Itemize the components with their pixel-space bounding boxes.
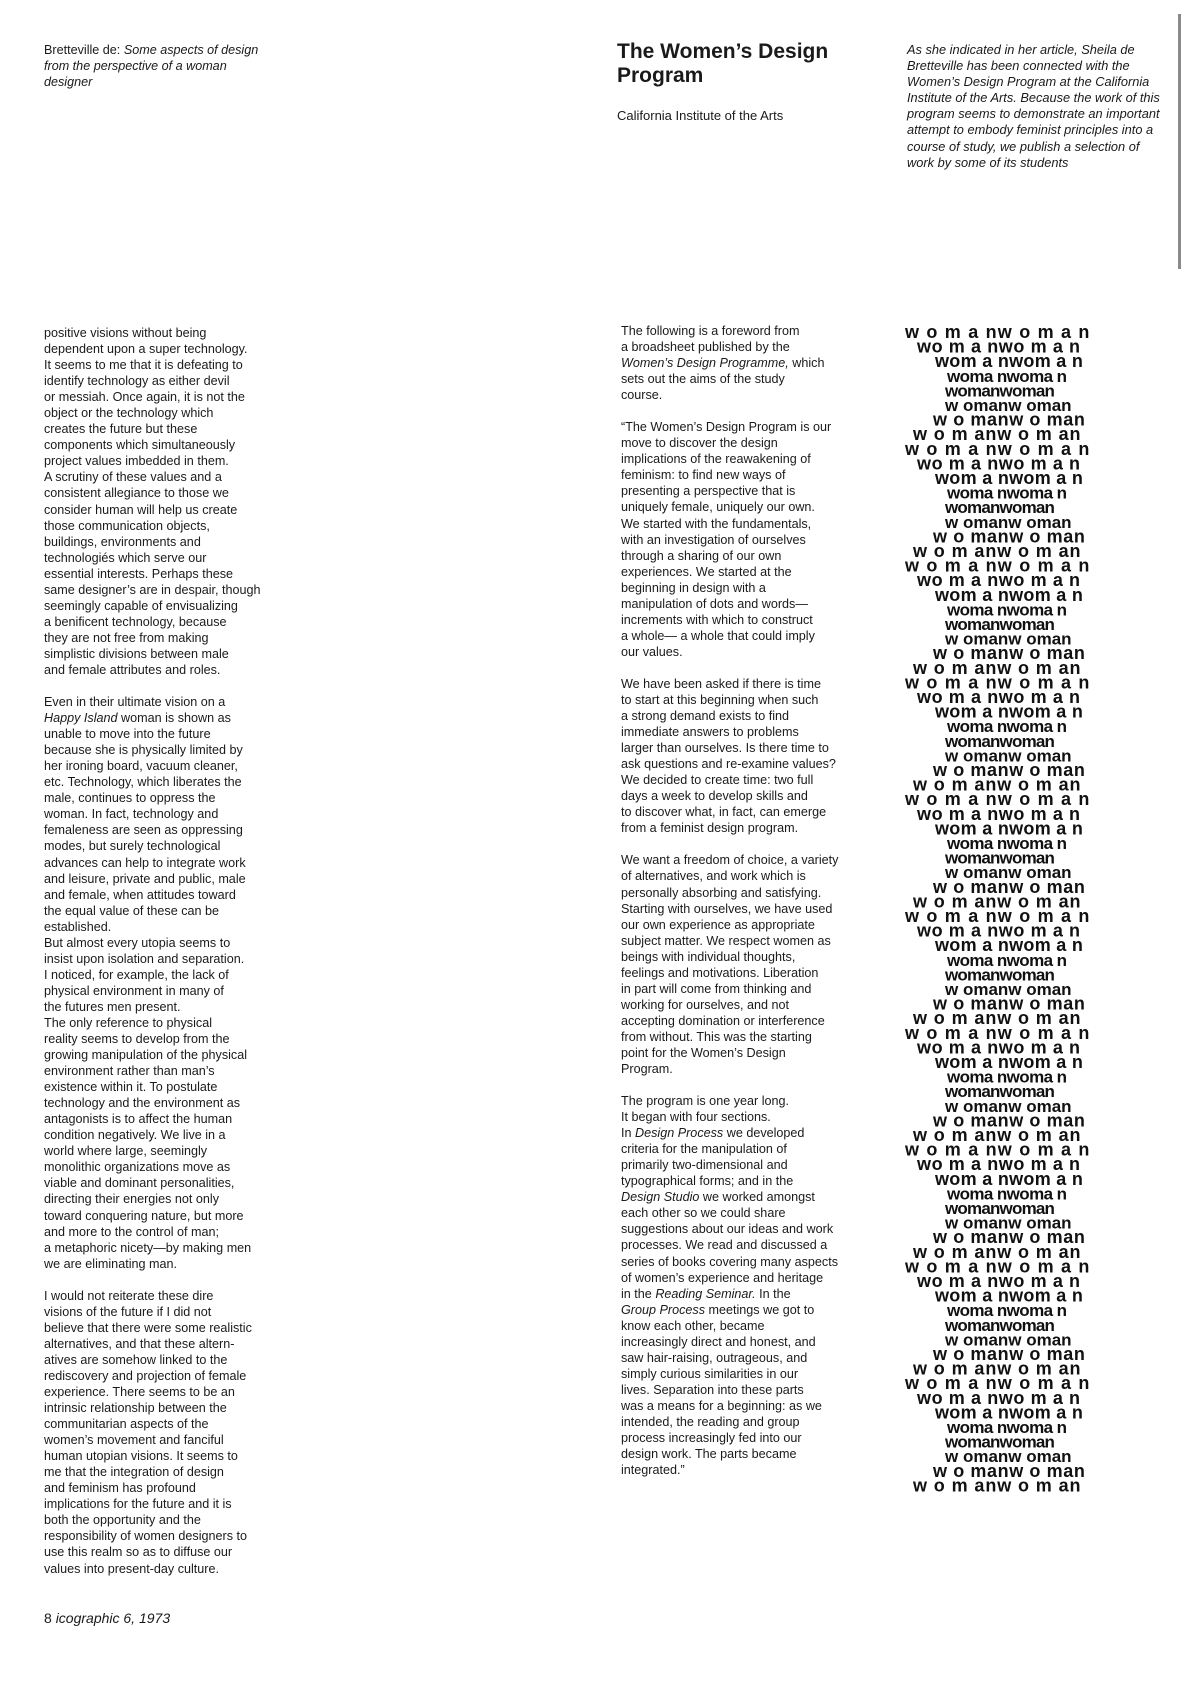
artwork-row-5: womanwoman: [945, 848, 1055, 868]
artwork-row-6: w omanw oman: [945, 1213, 1072, 1233]
running-head-article-title: Some aspects of design from the perspective of a woman designer: [44, 43, 259, 89]
left-text-column: [44, 325, 312, 1593]
artwork-row-3: wom a nwom a n: [935, 935, 1084, 956]
artwork-row-5: womanwoman: [945, 1315, 1055, 1335]
artwork-row-1: w o m a nw o m a n: [905, 1256, 1091, 1277]
artwork-row-8: w o m anw o m an: [913, 1358, 1082, 1379]
middle-paragraph-4: We want a freedom of choice, a variety of alternatives, and work which is personally absorbing and satisfying. Starting with ourselves, we have used our own experience as appropriate subject matter. We respect women as beings with individual thoughts, feelings and motivations. Liberation in part will come from thinking and working for ourselves, and not accepting domination or interference from without. This was the starting point for the Women’s Design Program.: [621, 853, 839, 1077]
artwork-row-5: womanwoman: [945, 965, 1055, 985]
artwork-row-4: woma nwoma n: [947, 1067, 1067, 1087]
artwork-row-1: w o m a nw o m a n: [905, 1373, 1091, 1394]
artwork-row-5: womanwoman: [945, 498, 1055, 518]
artwork-row-8: w o m anw o m an: [913, 657, 1082, 678]
artwork-row-2: wo m a nwo m a n: [917, 336, 1081, 357]
artwork-row-3: wom a nwom a n: [935, 818, 1084, 839]
artwork-row-3: wom a nwom a n: [935, 1052, 1084, 1072]
artwork-row-6: w omanw oman: [945, 396, 1072, 415]
artwork-row-2: wo m a nwo m a n: [917, 1387, 1081, 1408]
artwork-row-3: wom a nwom a n: [935, 1285, 1084, 1306]
artwork-row-6: w omanw oman: [945, 629, 1072, 649]
artwork-row-8: w o m anw o m an: [913, 774, 1082, 795]
artwork-row-4: woma nwoma n: [947, 950, 1067, 970]
middle-paragraph-3: We have been asked if there is time to start at this beginning when such a strong demand exists to find immediate answers to problems larger than ourselves. Is there time to ask questions and re-examine values? We decided to create time: two full days a week to develop skills and to discover what, in fact, can emerge from a feminist design program.: [621, 676, 836, 836]
artwork-row-6: w omanw oman: [945, 1096, 1072, 1116]
artwork-row-5: womanwoman: [945, 1082, 1055, 1102]
artwork-row-4: woma nwoma n: [947, 717, 1067, 737]
artwork-row-8: w o m anw o m an: [913, 1008, 1082, 1029]
artwork-row-1: w o m a nw o m a n: [905, 555, 1091, 576]
artwork-row-1: w o m a nw o m a n: [905, 1139, 1091, 1160]
artwork-row-2: wo m a nwo m a n: [917, 803, 1081, 824]
left-paragraph-2: Even in their ultimate vision on a Happy Island woman is shown as unable to move into the future because she is physically limited by her ironing board, vacuum cleaner, etc. Technology, which liberates the male, continues to oppress the woman. In fact, technology and femaleness are seen as oppressing modes, but surely technological advances can help to integrate work and leisure, private and public, male and female, when attitudes toward the equal value of these can be established. But almost every utopia seems to insist upon isolation and separation. I noticed, for example, the lack of physical environment in many of the futures men present. The only reference to physical reality seems to develop from the growing manipulation of the physical environment rather than man’s existence within it. To postulate technology and the environment as antagonists is to affect the human condition negatively. We live in a world where large, seemingly monolithic organizations move as viable and dominant personalities, directing their energies not only toward conquering nature, but more and more to the control of man; a metaphoric nicety—by making men we are eliminating man.: [44, 695, 252, 1271]
artwork-row-3: wom a nwom a n: [935, 584, 1084, 605]
running-head-author: Bretteville de:: [44, 43, 121, 57]
artwork-row-7: w o manw o man: [933, 526, 1086, 547]
artwork-row-1: w o m a nw o m a n: [905, 906, 1091, 926]
artwork-row-6: w omanw oman: [945, 1447, 1072, 1467]
artwork-row-4: woma nwoma n: [947, 834, 1067, 853]
artwork-row-5: womanwoman: [945, 1199, 1055, 1218]
artwork-row-3: wom a nwom a n: [935, 351, 1084, 372]
artwork-row-7: w o manw o man: [933, 1110, 1086, 1131]
artwork-row-3: wom a nwom a n: [935, 1402, 1084, 1423]
artwork-row-8: w o m anw o m an: [913, 1241, 1082, 1262]
artwork-row-7: w o manw o man: [933, 1227, 1086, 1248]
article-subtitle: California Institute of the Arts: [617, 108, 784, 123]
artwork-row-7: w o manw o man: [933, 876, 1086, 897]
artwork-row-7: w o manw o man: [933, 643, 1086, 664]
artwork-row-6: w omanw oman: [945, 746, 1072, 766]
middle-paragraph-1: The following is a foreword from a broadsheet published by the Women’s Design Programme, which sets out the aims of the study course.: [621, 324, 825, 403]
artwork-row-1: w o m a nw o m a n: [905, 672, 1091, 693]
article-title: The Women’s Design Program: [617, 40, 829, 87]
artwork-row-5: womanwoman: [945, 1432, 1055, 1452]
page-number: 8: [44, 1610, 52, 1626]
artwork-row-7: w o manw o man: [933, 1460, 1086, 1481]
artwork-row-5: womanwoman: [945, 731, 1055, 751]
artwork-row-7: w o manw o man: [933, 409, 1086, 430]
artwork-row-1: w o m a nw o m a n: [905, 322, 1091, 342]
artwork-row-3: wom a nwom a n: [935, 701, 1084, 722]
page-edge-rule: [1178, 14, 1181, 269]
artwork-row-4: woma nwoma n: [947, 1301, 1067, 1321]
artwork-row-2: wo m a nwo m a n: [917, 1037, 1081, 1058]
artwork-row-4: woma nwoma n: [947, 1184, 1067, 1204]
artwork-row-8: w o m anw o m an: [913, 1125, 1082, 1145]
artwork-row-8: w o m anw o m an: [913, 541, 1082, 561]
artwork-row-3: wom a nwom a n: [935, 1168, 1084, 1189]
artwork-row-4: woma nwoma n: [947, 1418, 1067, 1437]
artwork-row-4: woma nwoma n: [947, 600, 1067, 620]
artwork-row-4: woma nwoma n: [947, 483, 1067, 503]
middle-paragraph-2: “The Women’s Design Program is our move to discover the design implications of the reawakening of feminism: to find new ways of presenting a perspective that is uniquely female, uniquely our own. We started with the fundamentals, with an investigation of ourselves through a sharing of our own experiences. We started at the beginning in design with a manipulation of dots and words— increments with which to construct a whole— a whole that could imply our values.: [621, 420, 832, 659]
artwork-row-8: w o m anw o m an: [913, 1475, 1082, 1496]
woman-typographic-artwork: [905, 320, 1173, 1500]
artwork-row-5: womanwoman: [945, 615, 1055, 634]
artwork-row-3: wom a nwom a n: [935, 468, 1084, 488]
woman-artwork-svg: [905, 320, 1173, 1500]
artwork-row-1: w o m a nw o m a n: [905, 1022, 1091, 1043]
running-head: [44, 42, 274, 90]
artwork-row-5: womanwoman: [945, 381, 1055, 401]
artwork-row-2: wo m a nwo m a n: [917, 453, 1081, 474]
artwork-row-6: w omanw oman: [945, 863, 1072, 883]
artwork-row-8: w o m anw o m an: [913, 891, 1082, 912]
middle-text-column: [621, 323, 896, 1494]
artwork-row-2: wo m a nwo m a n: [917, 920, 1081, 941]
left-paragraph-1: positive visions without being dependent upon a super technology. It seems to me that it is defeating to identify technology as either devil or messiah. Once again, it is not the object or the technology which creates the future but these components which simultaneously project values imbedded in them. A scrutiny of these values and a consistent allegiance to those we consider human will help us create those communication objects, buildings, environments and technologiés which serve our essential interests. Perhaps these same designer’s are in despair, though seemingly capable of envisualizing a benificent technology, because they are not free from making simplistic divisions between male and female attributes and roles.: [44, 326, 261, 677]
artwork-row-6: w omanw oman: [945, 1330, 1072, 1350]
artwork-row-2: wo m a nwo m a n: [917, 570, 1081, 591]
artwork-row-4: woma nwoma n: [947, 366, 1067, 386]
artwork-row-7: w o manw o man: [933, 760, 1086, 780]
artwork-row-1: w o m a nw o m a n: [905, 438, 1091, 459]
artwork-row-7: w o manw o man: [933, 1344, 1086, 1364]
left-paragraph-3: I would not reiterate these dire visions of the future if I did not believe that there were some realistic alternatives, and that these altern- atives are somehow linked to the rediscovery and projection of female experience. There seems to be an intrinsic relationship between the communitarian aspects of the women’s movement and fanciful human utopian visions. It seems to me that the integration of design and feminism has profound implications for the future and it is both the opportunity and the responsibility of women designers to use this realm so as to diffuse our values into present-day culture.: [44, 1288, 252, 1576]
middle-paragraph-5: The program is one year long. It began with four sections. In Design Process we developed criteria for the manipulation of primarily two-dimensional and typographical forms; and in the Design Studio we worked amongst each other so we could share suggestions about our ideas and work processes. We read and discussed a series of books covering many aspects of women’s experience and heritage in the Reading Seminar. In the Group Process meetings we got to know each other, became increasingly direct and honest, and saw hair-raising, outrageous, and simply curious similarities in our lives. Separation into these parts was a means for a beginning: as we intended, the reading and group process increasingly fed into our design work. The parts became integrated.”: [621, 1094, 838, 1478]
artwork-row-1: w o m a nw o m a n: [905, 789, 1091, 810]
page-footer: [44, 1610, 170, 1626]
artwork-row-7: w o manw o man: [933, 993, 1086, 1014]
artwork-row-6: w omanw oman: [945, 980, 1072, 999]
artwork-row-8: w o m anw o m an: [913, 424, 1082, 445]
footer-publication: icographic 6, 1973: [55, 1610, 171, 1626]
artwork-row-2: wo m a nwo m a n: [917, 1154, 1081, 1175]
editorial-intro-note: As she indicated in her article, Sheila de Bretteville has been connected with the Women’s Design Program at the California Institute of the Arts. Because the work of this program seems to demonstrate an important attempt to embody feminist principles into a course of study, we publish a selection of work by some of its students: [907, 42, 1160, 170]
artwork-row-2: wo m a nwo m a n: [917, 687, 1081, 707]
artwork-row-6: w omanw oman: [945, 512, 1072, 532]
artwork-row-2: wo m a nwo m a n: [917, 1271, 1081, 1291]
